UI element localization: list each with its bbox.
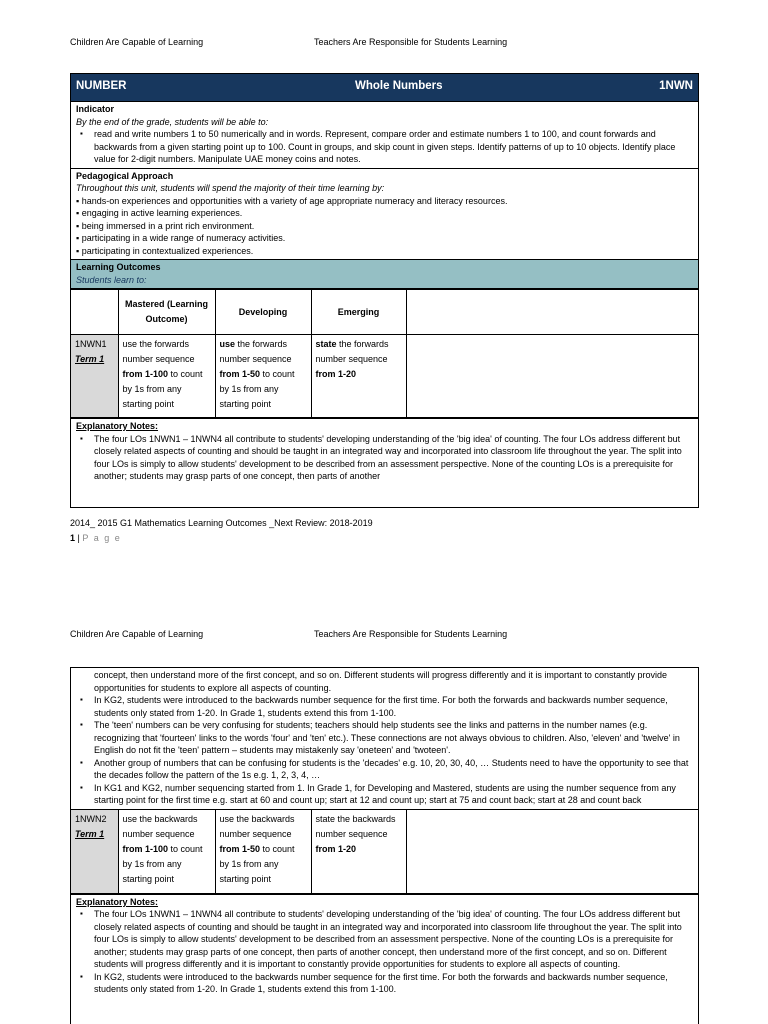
outcome-term: Term 1 xyxy=(75,354,105,364)
pedagogical-item: ▪ being immersed in a print rich environment. xyxy=(76,220,255,231)
indicator-heading: Indicator xyxy=(76,104,115,114)
outcome-term: Term 1 xyxy=(75,828,105,839)
page-header-left: Children Are Capable of Learning xyxy=(70,37,204,47)
pedagogical-intro: Throughout this unit, students will spend the majority of their time learning by: xyxy=(76,183,385,193)
outcome-table-page1 xyxy=(70,73,699,508)
outcome-code: 1NWN1 xyxy=(75,339,107,349)
explanatory-note-bullet: ▪ The four LOs 1NWN1 – 1NWN4 all contribute to students' developing understanding of the 'big idea' of counting. The four LOs address different but closely related aspects of counting and should be taught in an integrated way and incorporated into classroom life throughout the year. The split into four LOs is simply to allow students' development to be described from an assessment perspective. None of the counting LOs is a prerequisite for another; students may grasp parts of one concept, then parts of another concept, then understand more of the first concept, and so on. Different students will progress differently and it is important to constantly provide opportunities for students to explore all aspects of counting. xyxy=(94,908,693,971)
indicator-intro: By the end of the grade, students will be able to: xyxy=(76,116,269,127)
outcome-table-page2 xyxy=(70,667,699,1024)
explanatory-notes-heading: Explanatory Notes: xyxy=(76,896,159,907)
indicator-bullet: ▪ read and write numbers 1 to 50 numerically and in words. Represent, compare order and estimate numbers 1 to 100, and count forwards and backwards from a given starting point up to 100. Count in groups, and skip count in given steps. Identify patterns of up to 10 objects. Identify place value for 2-digit numbers. Manipulate UAE money coins and notes. xyxy=(94,128,693,166)
empty-header-cell xyxy=(406,290,698,335)
pedagogical-section xyxy=(71,169,698,261)
developing-cell: use the forwards number sequence from 1-50 to count by 1s from any starting point xyxy=(215,335,311,418)
title-bar xyxy=(71,74,698,102)
pedagogical-item: ▪ hands-on experiences and opportunities with a variety of age appropriate numeracy and literacy resources. xyxy=(76,195,508,206)
learning-outcomes-sub: Students learn to: xyxy=(76,274,147,285)
pedagogical-item: ▪ participating in contextualized experiences. xyxy=(76,245,254,256)
continued-note-bullet: ▪ Another group of numbers that can be confusing for students is the 'decades' e.g. 10, 20, 30, 40, … Students need to have the opportunity to see that the decades follow the pattern of the 1s e.g. 1, 2, 3, 4, … xyxy=(94,757,693,782)
continued-note-text: concept, then understand more of the first concept, and so on. Different students will progress differently and it is important to constantly provide opportunities for students to explore all aspects of counting. xyxy=(94,670,667,693)
mastered-header: Mastered (Learning Outcome) xyxy=(118,290,215,335)
continued-note-bullet: ▪ In KG2, students were introduced to the backwards number sequence for the first time. For both the forwards and backwards number sequence, students only stated from 1-20. In Grade 1, students extend this from 1-100. xyxy=(94,694,693,719)
page-number: 1 | P a g e xyxy=(70,533,122,543)
page2-header-right: Teachers Are Responsible for Students Learning xyxy=(314,629,508,639)
indicator-section xyxy=(71,102,698,169)
strand-code: 1NWN xyxy=(659,80,693,92)
explanatory-notes-2 xyxy=(71,894,698,998)
outcome-code-cell xyxy=(71,335,118,418)
code-header-cell xyxy=(71,290,118,335)
explanatory-note-bullet: ▪ In KG2, students were introduced to the backwards number sequence for the first time. For both the forwards and backwards number sequence, students only stated from 1-20. In Grade 1, students extend this from 1-100. xyxy=(94,971,693,996)
developing-cell: use the backwards number sequence from 1-50 to count by 1s from any starting point xyxy=(215,809,311,893)
pedagogical-heading: Pedagogical Approach xyxy=(76,170,174,181)
explanatory-note-bullet: ▪ The four LOs 1NWN1 – 1NWN4 all contribute to students' developing understanding of the 'big idea' of counting. The four LOs address different but closely related aspects of counting and should be taught in an integrated way and incorporated into classroom life throughout the year. The split into four LOs is simply to allow students' development to be described from an assessment perspective. None of the counting LOs is a prerequisite for another; students may grasp parts of one concept, then parts of another xyxy=(94,433,693,483)
learning-outcomes-header xyxy=(71,260,698,289)
page-footer: 2014_ 2015 G1 Mathematics Learning Outcomes _Next Review: 2018-2019 xyxy=(70,518,373,528)
mastered-cell: use the forwards number sequence from 1-100 to count by 1s from any starting point xyxy=(118,335,215,418)
outcome-code-cell xyxy=(71,809,118,893)
emerging-header: Emerging xyxy=(311,290,406,335)
pedagogical-item: ▪ participating in a wide range of numeracy activities. xyxy=(76,233,286,243)
learning-outcomes-heading: Learning Outcomes xyxy=(76,262,161,272)
emerging-cell: state the forwards number sequence from 1-20 xyxy=(311,335,406,418)
mastered-cell: use the backwards number sequence from 1-100 to count by 1s from any starting point xyxy=(118,809,215,893)
empty-cell xyxy=(406,809,698,893)
page2-header-left: Children Are Capable of Learning xyxy=(70,629,204,639)
emerging-cell: state the backwards number sequence from 1-20 xyxy=(311,809,406,893)
pedagogical-item: ▪ engaging in active learning experiences. xyxy=(76,208,243,218)
continued-note-bullet: ▪ The 'teen' numbers can be very confusing for students; teachers should help students see the links and patterns in the number names (e.g. recognizing that 'fourteen' links to the words 'four' and 'ten' etc.). These connections are not always obvious to children. Also, 'eleven' and 'twelve' in English do not fit the 'teen' pattern – students may mistakenly say 'oneteen' and 'twoteen'. xyxy=(94,719,693,757)
outcome-code: 1NWN2 xyxy=(75,813,107,824)
outcomes-grid-2 xyxy=(71,809,698,894)
topic-title: Whole Numbers xyxy=(355,80,443,92)
explanatory-notes xyxy=(71,418,698,485)
developing-header: Developing xyxy=(215,290,311,335)
empty-cell xyxy=(406,335,698,418)
continued-note-bullet: ▪ In KG1 and KG2, number sequencing started from 1. In Grade 1, for Developing and Mastered, students are using the number sequence from any starting point for the first time e.g. start at 60 and count up; start at 12 and count up; start at 75 and count back; start at 28 and count back xyxy=(94,782,693,807)
continued-notes xyxy=(71,668,698,809)
strand-title: NUMBER xyxy=(76,80,127,92)
page-header-right: Teachers Are Responsible for Students Learning xyxy=(314,37,508,47)
outcomes-grid xyxy=(71,289,698,418)
explanatory-notes-heading: Explanatory Notes: xyxy=(76,421,159,431)
